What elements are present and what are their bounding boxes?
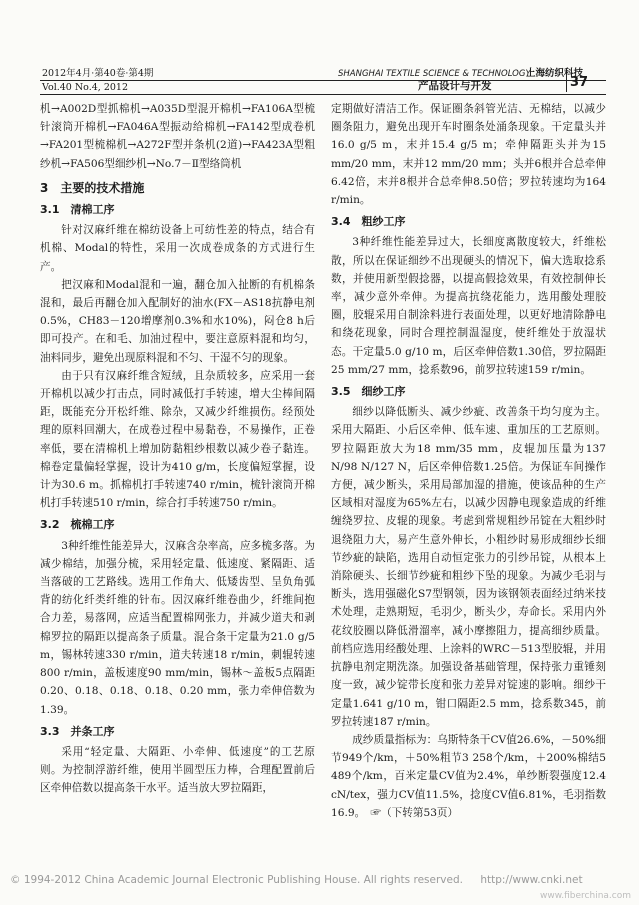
page-number: 37 bbox=[566, 74, 610, 92]
paragraph: 机→A002D型抓棉机→A035D型混开棉机→FA106A型梳针滚筒开棉机→FA046A型振动给棉机→FA142型成卷机→FA201型梳棉机→A272F型并条机(2道)→FA423A型粗纱机→FA506型细纱机→No.7－Ⅱ型络筒机 bbox=[40, 103, 315, 170]
paragraph: 3种纤维性能差异大，汉麻含杂率高，应多梳多落。为减少棉结，加强分梳，采用轻定量、低速度、紧隔距、适当落破的工艺路线。选用工作角大、低矮齿型、呈负角弧背的纺化纤类纤维的针布。因汉麻纤维卷曲少，纤维间抱合力差，易落网，应适当配置棉网张力，并减少道夫和剥棉罗拉的隔距以提高条子质量。混合条干定量为21.0 g/5 m，锡林转速330 r/min，道夫转速18 r/min，刺辊转速800 r/min，盖板速度90 mm/min，锡林～盖板5点隔距0.20、0.18、0.18、0.18、0.20 mm，张力牵伸倍数为1.39。 bbox=[40, 539, 315, 716]
left-column bbox=[40, 100, 315, 798]
section-heading: 3 主要的技术措施 bbox=[40, 180, 145, 195]
cnki-link[interactable]: http://www.cnki.net bbox=[480, 874, 583, 886]
paragraph: 采用“轻定量、大隔距、小牵伸、低速度”的工艺原则。为控制浮游纤维，使用半圆型压力棒，合理配置前后区牵伸倍数以提高条干水平。适当放大罗拉隔距， bbox=[40, 745, 315, 795]
subsection-heading: 3.5 细纱工序 bbox=[331, 385, 406, 399]
paragraph bbox=[331, 731, 606, 822]
paragraph: 把汉麻和Modal混和一遍，翻仓加入扯断的有机棉条混和，最后再翻仓加入配制好的油水(FX－AS18抗静电剂0.5%，CH83－120增摩剂0.3%和水10%)，闷仓8 h后即可投产。在和毛、加油过程中，要注意原料混和均匀，油料同步，避免出现原料混和不匀、干湿不匀的现象。 bbox=[40, 278, 315, 364]
copyright-footer bbox=[10, 874, 630, 886]
watermark: www.fiberchina.com bbox=[540, 891, 631, 901]
subsection-heading: 3.3 并条工序 bbox=[40, 724, 115, 738]
issue-info-en: Vol.40 No.4, 2012 bbox=[42, 82, 129, 93]
continued-note: ☞（下转第53页） bbox=[370, 806, 459, 819]
copyright-text: © 1994-2012 China Academic Journal Electronic Publishing House. All rights reserved. bbox=[10, 874, 463, 886]
journal-name-cn: 上海纺织科技 bbox=[526, 68, 584, 79]
quality-indicators: 成纱质量指标为：乌斯特条干CV值26.6%，－50%细节949个/km，＋50%粗节3 258个/km，＋200%棉结5 489个/km，百米定量CV值为2.4%，单纱断裂强度12.4 cN/tex，强力CV值11.5%，捻度CV值6.81%，毛羽指数16.9。 bbox=[331, 733, 606, 819]
paragraph: 定期做好清洁工作。保证圈条斜管光洁、无棉结，以减少圈条阻力，避免出现开车时圈条处涌条现象。干定量头并16.0 g/5 m，末并15.4 g/5 m；牵伸隔距头并为15 mm/20 mm，末并12 mm/20 mm；头并6根并合总牵伸6.42倍，末并8根并合总牵伸8.50倍；罗拉转速均为164 r/min。 bbox=[331, 103, 606, 207]
section-title: 产品设计与开发 bbox=[418, 80, 492, 92]
header-rule-top bbox=[40, 80, 606, 81]
paragraph: 由于只有汉麻纤维含短绒，且杂质较多，应采用一套开棉机以减少打击点，同时减低打手转速，增大尘棒间隔距，既能充分开松纤维、除杂，又减少纤维损伤。经预处理的原料回潮大，在成卷过程中易黏卷，不易操作，正卷率低，要在清棉机上增加防黏粗纱根数以减少卷子黏连。棉卷定量偏轻掌握，设计为410 g/m，长度偏短掌握，设计为30.6 m。抓棉机打手转速740 r/min，梳针滚筒开棉机打手转速510 r/min，综合打手转速750 r/min。 bbox=[40, 369, 315, 510]
issue-info-cn: 2012年4月·第40卷·第4期 bbox=[42, 68, 154, 79]
paragraph: 针对汉麻纤维在棉纺设备上可纺性差的特点，结合有机棉、Modal的特性，采用一次成卷成条的方式进行生产。 bbox=[40, 224, 315, 273]
subsection-heading: 3.2 梳棉工序 bbox=[40, 518, 115, 532]
journal-name-en: SHANGHAI TEXTILE SCIENCE & TECHNOLOGY bbox=[338, 69, 531, 79]
subsection-heading: 3.4 粗纱工序 bbox=[331, 215, 406, 229]
right-column bbox=[331, 100, 606, 822]
subsection-heading: 3.1 清棉工序 bbox=[40, 203, 115, 217]
header-rule-bottom bbox=[40, 94, 606, 95]
paragraph: 细纱以降低断头、减少纱疵、改善条干均匀度为主。采用大隔距、小后区牵伸、低车速、重加压的工艺原则。罗拉隔距放大为18 mm/35 mm，皮辊加压量为137 N/98 N/127 N，后区牵伸倍数1.25倍。为保证车间操作方便，减少断头，采用局部加湿的措施，使该品种的生产区域相对湿度为65%左右，以减少因静电现象造成的纤维缠绕罗拉、皮辊的现象。考虑到常规粗纱吊锭在大粗纱时退绕阻力大，易产生意外伸长，小粗纱时易形成细纱长细节纱疵的缺陷，选用自动恒定张力的引纱吊锭，从根本上消除硬头、长细节纱疵和粗纱下坠的现象。为减少毛羽与断头，选用强磁化S7型钢领，因为该钢领表面经过纳米技术处理，走熟期短，毛羽少，断头少，寿命长。采用内外花纹胶圈以降低滑溜率，减小摩擦阻力，提高细纱质量。前档应选用经酸处理、上涂料的WRC－513型胶辊，并用抗静电剂定期洗涤。加强设备基础管理，保持张力重锤刻度一致，减少锭带长度和张力差异对锭速的影响。细纱干定量1.641 g/10 m，钳口隔距2.5 mm，捻系数345，前罗拉转速187 r/min。 bbox=[331, 406, 606, 728]
paragraph: 3种纤维性能差异过大，长细度离散度较大，纤维松散，所以在保证细纱不出现硬头的情况下，偏大选取捻系数，并使用新型假捻器，以提高假捻效果，有效控制伸长率，减少意外牵伸。为提高抗绕花能力，选用酸处理胶圈，胶辊采用自制涂料进行表面处理，以更好地清除静电和绕花现象，同时合理控制温湿度，使纤维处于放湿状态。干定量5.0 g/10 m，后区牵伸倍数1.30倍，罗拉隔距25 mm/27 mm，捻系数96，前罗拉转速159 r/min。 bbox=[331, 236, 606, 376]
